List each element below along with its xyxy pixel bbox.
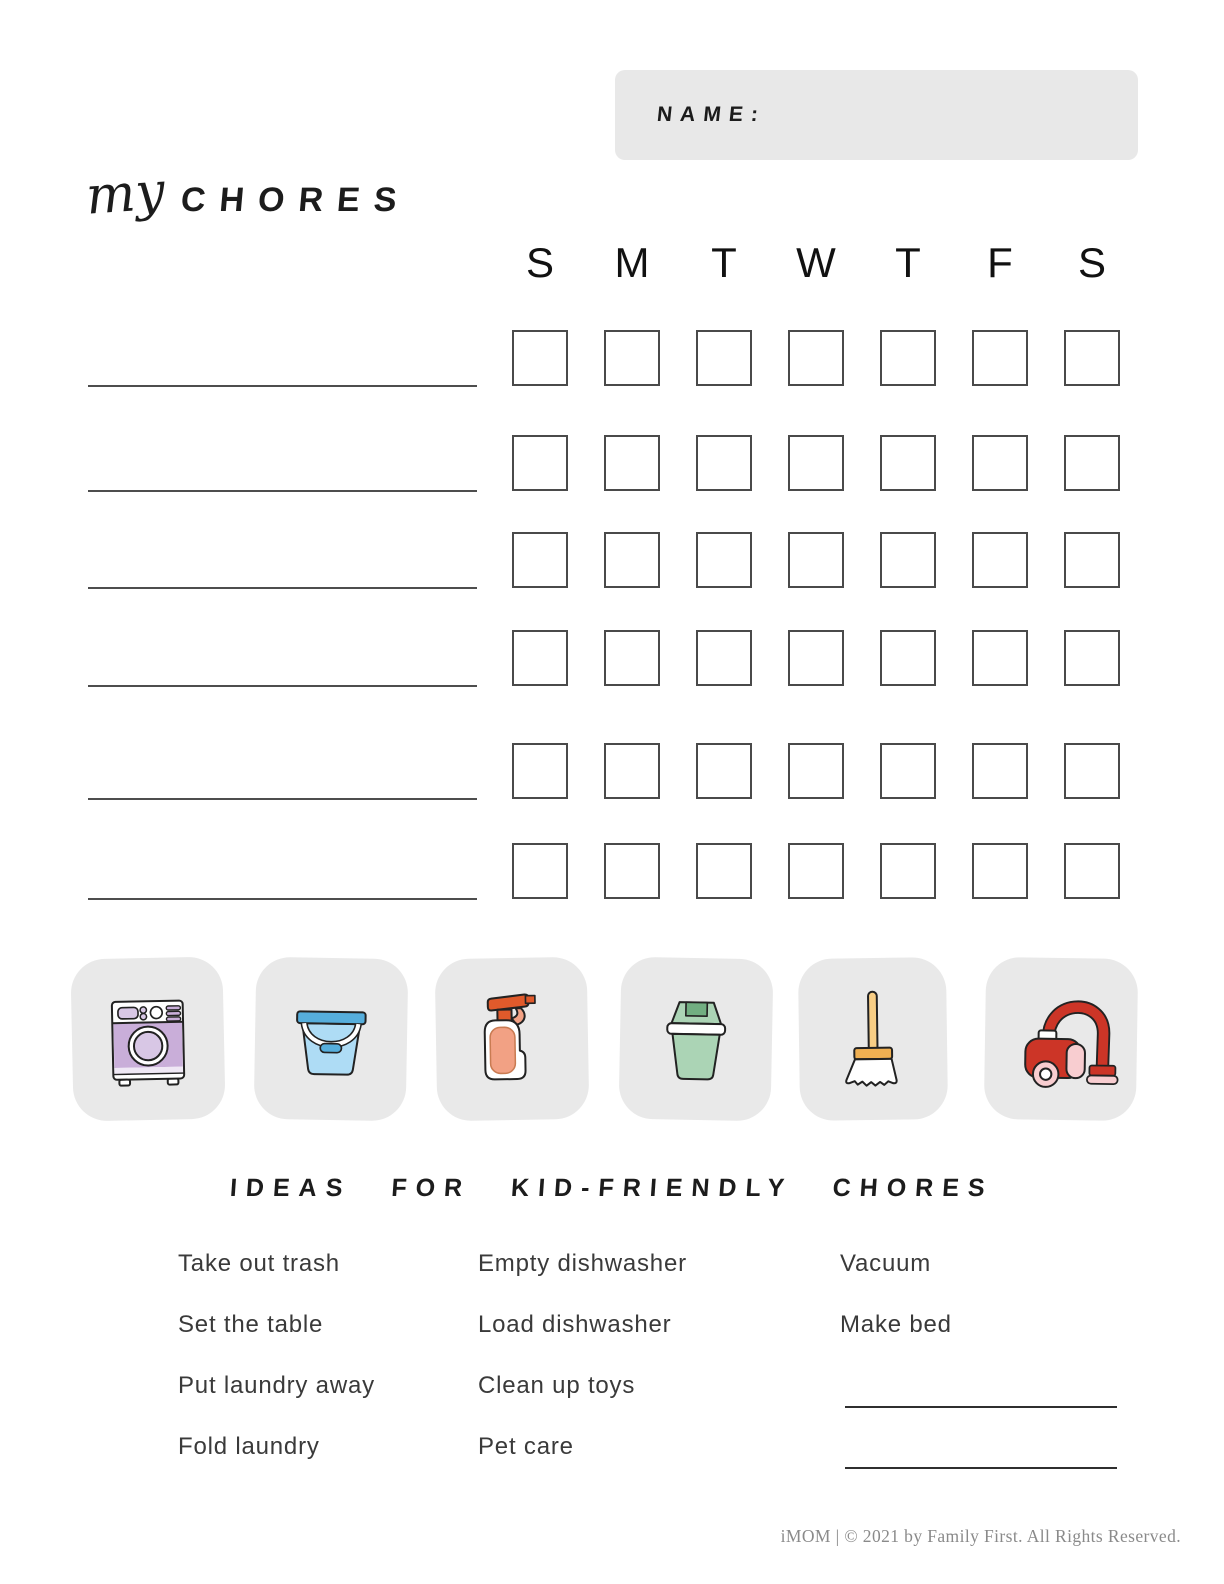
checkbox-row-3: [512, 532, 1120, 588]
chore-checkbox-r2-c1[interactable]: [512, 435, 568, 491]
chore-name-line-5[interactable]: [88, 798, 477, 800]
chore-checkbox-r2-c2[interactable]: [604, 435, 660, 491]
checkbox-row-1: [512, 330, 1120, 386]
copyright-footer: iMOM | © 2021 by Family First. All Rights Reserved.: [780, 1526, 1181, 1546]
chore-checkbox-r1-c7[interactable]: [1064, 330, 1120, 386]
day-letter-0: S: [525, 239, 554, 286]
checkbox-row-6: [512, 843, 1120, 899]
idea-item: Vacuum: [840, 1250, 932, 1277]
icon-tile-washing-machine: [70, 956, 225, 1121]
chore-checkbox-r6-c2[interactable]: [604, 843, 660, 899]
day-letter-6: S: [1077, 239, 1106, 286]
idea-blank-line-1[interactable]: [845, 1406, 1117, 1408]
chore-checkbox-r1-c5[interactable]: [880, 330, 936, 386]
vacuum-icon: [1001, 979, 1121, 1099]
chore-checkbox-r5-c1[interactable]: [512, 743, 568, 799]
idea-item: Take out trash: [178, 1250, 340, 1277]
chore-checkbox-r1-c2[interactable]: [604, 330, 660, 386]
idea-blank-line-2[interactable]: [845, 1467, 1117, 1469]
chore-checkbox-r1-c6[interactable]: [972, 330, 1028, 386]
chore-checkbox-r3-c4[interactable]: [788, 532, 844, 588]
day-header-row: [512, 239, 1120, 286]
chore-checkbox-r3-c7[interactable]: [1064, 532, 1120, 588]
washing-machine-icon: [88, 979, 208, 1099]
icon-tile-bucket: [254, 957, 409, 1122]
chore-checkbox-r6-c7[interactable]: [1064, 843, 1120, 899]
chore-checkbox-r4-c4[interactable]: [788, 630, 844, 686]
icon-tile-broom: [798, 957, 948, 1121]
ideas-heading: [0, 1174, 1224, 1203]
trash-can-icon: [636, 979, 756, 1099]
broom-icon: [813, 979, 933, 1099]
idea-item: Load dishwasher: [478, 1311, 672, 1338]
chore-checkbox-r2-c3[interactable]: [696, 435, 752, 491]
idea-item: Clean up toys: [478, 1372, 636, 1399]
day-letter-2: T: [711, 239, 737, 286]
ideas-column-2: [478, 1250, 687, 1494]
chore-checkbox-r4-c6[interactable]: [972, 630, 1028, 686]
idea-item: Put laundry away: [178, 1372, 375, 1399]
idea-item: Fold laundry: [178, 1433, 320, 1460]
idea-item: Set the table: [178, 1311, 324, 1338]
chore-checkbox-r3-c6[interactable]: [972, 532, 1028, 588]
chore-checkbox-r1-c3[interactable]: [696, 330, 752, 386]
day-letter-5: F: [987, 239, 1013, 286]
idea-item: Empty dishwasher: [478, 1250, 687, 1277]
chore-checkbox-r3-c1[interactable]: [512, 532, 568, 588]
page-title: [84, 161, 412, 227]
chore-checkbox-r3-c5[interactable]: [880, 532, 936, 588]
ideas-column-3: [840, 1250, 952, 1372]
chore-checkbox-r3-c3[interactable]: [696, 532, 752, 588]
chore-checkbox-r6-c1[interactable]: [512, 843, 568, 899]
chore-name-line-1[interactable]: [88, 385, 477, 387]
idea-item: Pet care: [478, 1433, 574, 1460]
chore-name-line-2[interactable]: [88, 490, 477, 492]
chore-checkbox-r6-c3[interactable]: [696, 843, 752, 899]
chore-checkbox-r6-c4[interactable]: [788, 843, 844, 899]
title-script-my: my: [84, 161, 167, 227]
chore-checkbox-r5-c7[interactable]: [1064, 743, 1120, 799]
ideas-column-1: [178, 1250, 375, 1494]
name-label: NAME:: [655, 103, 768, 126]
checkbox-row-5: [512, 743, 1120, 799]
chore-checkbox-r2-c7[interactable]: [1064, 435, 1120, 491]
icon-tile-spray-bottle: [435, 957, 590, 1122]
chore-name-line-4[interactable]: [88, 685, 477, 687]
checkbox-row-2: [512, 435, 1120, 491]
chore-checkbox-r5-c2[interactable]: [604, 743, 660, 799]
ideas-heading-text: IDEAS FOR KID-FRIENDLY CHORES: [229, 1174, 995, 1202]
chore-name-line-6[interactable]: [88, 898, 477, 900]
chore-checkbox-r4-c2[interactable]: [604, 630, 660, 686]
chore-checkbox-r5-c3[interactable]: [696, 743, 752, 799]
chore-checkbox-r5-c5[interactable]: [880, 743, 936, 799]
checkbox-row-4: [512, 630, 1120, 686]
chore-checkbox-r5-c4[interactable]: [788, 743, 844, 799]
chore-checkbox-r3-c2[interactable]: [604, 532, 660, 588]
icon-tile-trash-can: [618, 957, 773, 1122]
name-field-box[interactable]: [615, 70, 1138, 160]
chore-checkbox-r4-c1[interactable]: [512, 630, 568, 686]
chore-name-line-3[interactable]: [88, 587, 477, 589]
spray-bottle-icon: [452, 979, 572, 1099]
bucket-icon: [271, 979, 391, 1099]
chore-checkbox-r2-c6[interactable]: [972, 435, 1028, 491]
day-letter-1: M: [614, 239, 650, 286]
icon-tile-vacuum: [984, 957, 1139, 1121]
chore-checkbox-r6-c6[interactable]: [972, 843, 1028, 899]
chore-checkbox-r1-c4[interactable]: [788, 330, 844, 386]
chore-checkbox-r2-c4[interactable]: [788, 435, 844, 491]
chore-checkbox-r5-c6[interactable]: [972, 743, 1028, 799]
chore-checkbox-r2-c5[interactable]: [880, 435, 936, 491]
chore-checkbox-r1-c1[interactable]: [512, 330, 568, 386]
chore-checkbox-r4-c5[interactable]: [880, 630, 936, 686]
chore-checkbox-r4-c7[interactable]: [1064, 630, 1120, 686]
day-letter-3: W: [796, 239, 836, 286]
day-letter-4: T: [895, 239, 921, 286]
title-caps-chores: CHORES: [179, 181, 412, 219]
chore-checkbox-r4-c3[interactable]: [696, 630, 752, 686]
idea-item: Make bed: [840, 1311, 952, 1338]
chore-checkbox-r6-c5[interactable]: [880, 843, 936, 899]
